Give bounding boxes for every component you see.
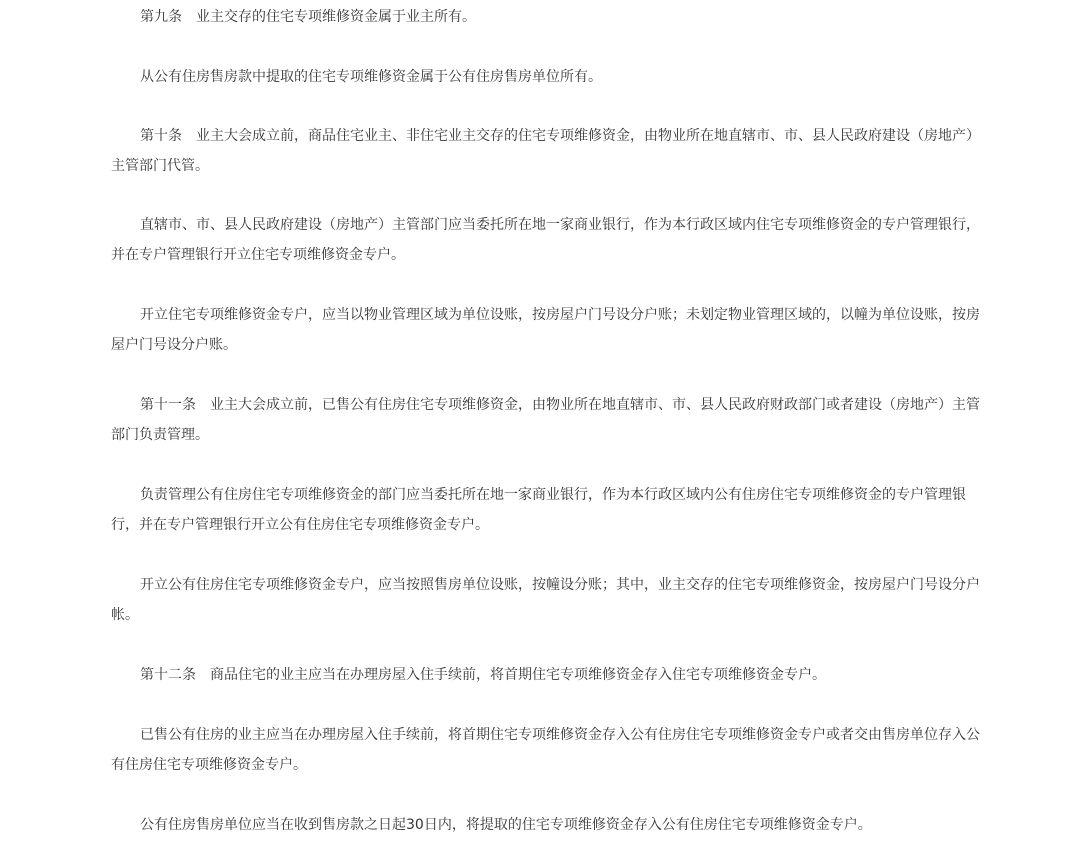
paragraph-article-9: 第九条 业主交存的住宅专项维修资金属于业主所有。 — [140, 9, 476, 25]
paragraph-seller-deposit-deadline: 公有住房售房单位应当在收到售房款之日起30日内，将提取的住宅专项维修资金存入公有住房住宅专项维修资金专户。 — [140, 817, 872, 833]
paragraph-account-setup: 开立住宅专项维修资金专户，应当以物业管理区域为单位设账，按房屋户门号设分户账；未划定物业管理区域的，以幢为单位设账，按房屋户门号设分户账。 — [111, 307, 980, 353]
paragraph-sold-public-housing-deposit: 已售公有住房的业主应当在办理房屋入住手续前，将首期住宅专项维修资金存入公有住房住宅专项维修资金专户或者交由售房单位存入公有住房住宅专项维修资金专户。 — [111, 727, 980, 773]
paragraph-article-11: 第十一条 业主大会成立前，已售公有住房住宅专项维修资金，由物业所在地直辖市、市、县人民政府财政部门或者建设（房地产）主管部门负责管理。 — [111, 397, 980, 443]
paragraph-article-10: 第十条 业主大会成立前，商品住宅业主、非住宅业主交存的住宅专项维修资金，由物业所在地直辖市、市、县人民政府建设（房地产）主管部门代管。 — [111, 128, 980, 174]
paragraph-public-housing-account: 开立公有住房住宅专项维修资金专户，应当按照售房单位设账，按幢设分账；其中，业主交存的住宅专项维修资金，按房屋户门号设分户帐。 — [111, 577, 980, 623]
paragraph-public-housing-fund-ownership: 从公有住房售房款中提取的住宅专项维修资金属于公有住房售房单位所有。 — [140, 69, 602, 85]
paragraph-bank-entrustment: 直辖市、市、县人民政府建设（房地产）主管部门应当委托所在地一家商业银行，作为本行政区域内住宅专项维修资金的专户管理银行，并在专户管理银行开立住宅专项维修资金专户。 — [111, 217, 980, 263]
paragraph-public-housing-bank: 负责管理公有住房住宅专项维修资金的部门应当委托所在地一家商业银行，作为本行政区域内公有住房住宅专项维修资金的专户管理银行，并在专户管理银行开立公有住房住宅专项维修资金专户。 — [111, 487, 966, 533]
paragraph-article-12: 第十二条 商品住宅的业主应当在办理房屋入住手续前，将首期住宅专项维修资金存入住宅专项维修资金专户。 — [140, 667, 826, 683]
